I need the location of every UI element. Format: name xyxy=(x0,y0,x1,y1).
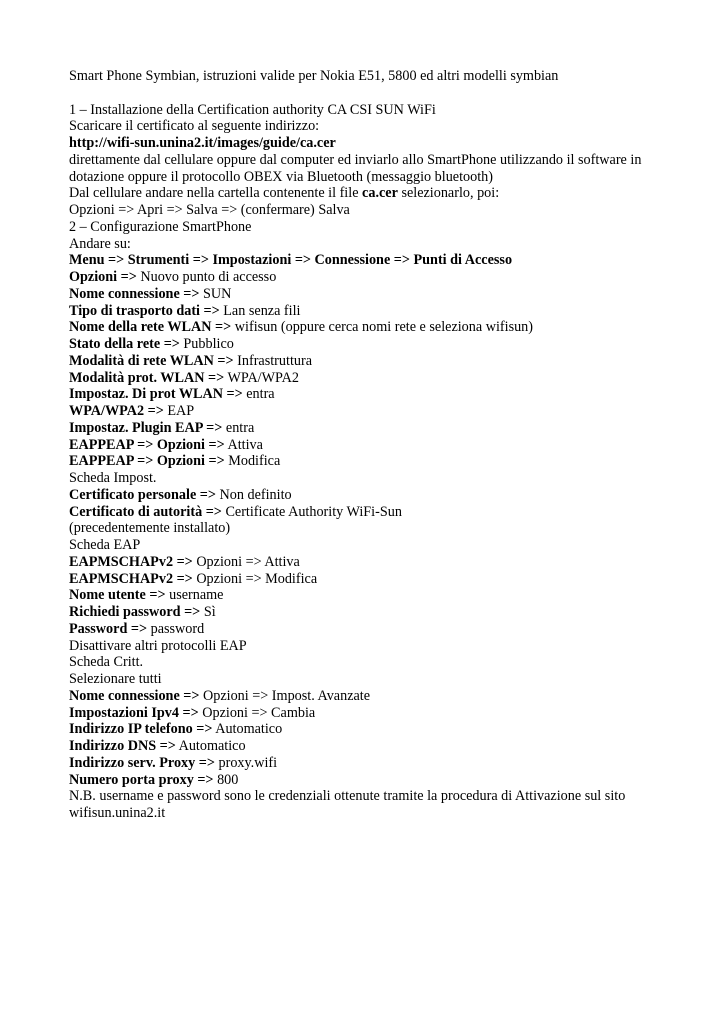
step-line xyxy=(69,336,669,353)
step-key: EAPPEAP => Opzioni => xyxy=(69,453,225,470)
transfer-instructions: direttamente dal cellulare oppure dal computer ed inviarlo allo SmartPhone utilizzando il software in dotazione oppure il protocollo OBEX via Bluetooth (messaggio bluetooth) xyxy=(69,151,642,185)
step-line xyxy=(69,370,669,387)
step-key: Impostaz. Plugin EAP => xyxy=(69,419,223,436)
step-value: wifisun (oppure cerca nomi rete e seleziona wifisun) xyxy=(231,319,533,336)
step-key: Tipo di trasporto dati => xyxy=(69,302,220,319)
go-to-label: Andare su: xyxy=(69,235,131,252)
step-line xyxy=(69,755,669,772)
step-key: EAPMSCHAPv2 => xyxy=(69,553,193,570)
tab-eap-label: Scheda EAP xyxy=(69,537,141,553)
step-value: password xyxy=(147,620,205,637)
options-path: Opzioni => Apri => Salva => (confermare) Salva xyxy=(69,202,350,218)
document-title: Smart Phone Symbian, istruzioni valide per Nokia E51, 5800 ed altri modelli symbian xyxy=(69,68,559,84)
step-key: WPA/WPA2 => xyxy=(69,403,164,419)
steps-group-b xyxy=(69,487,669,521)
step-key: Stato della rete => xyxy=(69,336,180,352)
certificate-url xyxy=(69,135,669,152)
step-key: Modalità di rete WLAN => xyxy=(69,352,234,369)
step-value: Certificate Authority WiFi-Sun xyxy=(221,503,402,520)
step-key: Indirizzo DNS => xyxy=(69,738,176,754)
step-key: Impostazioni Ipv4 => xyxy=(69,704,199,721)
step-line xyxy=(69,386,669,403)
step-key: Indirizzo IP telefono => xyxy=(69,721,213,738)
step-key: Richiedi password => xyxy=(69,604,201,620)
step-line xyxy=(69,571,669,588)
step-line xyxy=(69,504,669,521)
step-value: Automatico xyxy=(212,721,283,738)
step-value: Sì xyxy=(200,604,216,620)
step-value: WPA/WPA2 xyxy=(224,369,299,386)
step-key: Nome connessione => xyxy=(69,687,200,704)
step-value: entra xyxy=(242,386,275,403)
step-line xyxy=(69,587,669,604)
folder-pre: Dal cellulare andare nella cartella contenente il file xyxy=(69,185,363,202)
step-value: Nuovo punto di accesso xyxy=(136,269,277,285)
step-value: Opzioni => Modifica xyxy=(192,570,318,587)
section1-heading: 1 – Installazione della Certification authority CA CSI SUN WiFi xyxy=(69,101,436,118)
step-key: Nome della rete WLAN => xyxy=(69,319,232,336)
menu-path-text: Menu => Strumenti => Impostazioni => Connessione => Punti di Accesso xyxy=(69,252,513,269)
folder-instructions xyxy=(69,185,669,202)
step-value: Opzioni => Cambia xyxy=(198,704,316,721)
step-line xyxy=(69,738,669,755)
step-key: Impostaz. Di prot WLAN => xyxy=(69,386,243,403)
step-value: Lan senza fili xyxy=(219,302,301,319)
step-value: SUN xyxy=(199,285,232,302)
step-value: Non definito xyxy=(215,486,292,503)
step-value: entra xyxy=(222,419,255,436)
step-line xyxy=(69,286,669,303)
step-line xyxy=(69,688,669,705)
step-value: 800 xyxy=(213,771,239,788)
step-key: Modalità prot. WLAN => xyxy=(69,369,225,386)
step-line xyxy=(69,604,669,621)
previously-installed-note: (precedentemente installato) xyxy=(69,520,231,537)
step-key: Opzioni => xyxy=(69,269,137,285)
step-value: EAP xyxy=(163,403,195,419)
final-note: N.B. username e password sono le credenziali ottenute tramite la procedura di Attivazione sul sito wifisun.unina2.it xyxy=(69,788,626,821)
certificate-url-text: http://wifi-sun.unina2.it/images/guide/ca.cer xyxy=(69,135,336,151)
disable-eap-note: Disattivare altri protocolli EAP xyxy=(69,637,247,654)
step-key: EAPPEAP => Opzioni => xyxy=(69,436,225,453)
steps-group-a xyxy=(69,269,669,470)
step-line xyxy=(69,319,669,336)
download-intro: Scaricare il certificato al seguente indirizzo: xyxy=(69,118,320,135)
step-line xyxy=(69,453,669,470)
step-value: username xyxy=(165,587,224,604)
step-line xyxy=(69,772,669,789)
step-key: Nome connessione => xyxy=(69,285,200,302)
step-value: Attiva xyxy=(224,436,263,453)
step-line xyxy=(69,705,669,722)
step-value: Modifica xyxy=(224,453,281,470)
step-key: Nome utente => xyxy=(69,587,166,604)
step-key: Password => xyxy=(69,620,148,637)
step-key: EAPMSCHAPv2 => xyxy=(69,570,193,587)
step-line xyxy=(69,403,669,420)
section2-heading: 2 – Configurazione SmartPhone xyxy=(69,218,252,235)
tab-critt-label: Scheda Critt. xyxy=(69,654,144,671)
steps-group-d xyxy=(69,688,669,789)
step-value: Infrastruttura xyxy=(233,352,313,369)
step-key: Certificato di autorità => xyxy=(69,503,222,520)
step-value: proxy.wifi xyxy=(214,754,278,771)
step-line xyxy=(69,353,669,370)
step-line xyxy=(69,621,669,638)
step-line xyxy=(69,437,669,454)
step-value: Automatico xyxy=(175,738,246,754)
step-value: Pubblico xyxy=(179,336,234,352)
step-line xyxy=(69,269,669,286)
folder-file: ca.cer xyxy=(362,185,398,202)
step-key: Numero porta proxy => xyxy=(69,771,214,788)
menu-path xyxy=(69,252,669,269)
step-line xyxy=(69,303,669,320)
folder-post: selezionarlo, poi: xyxy=(397,185,500,202)
step-line xyxy=(69,420,669,437)
step-value: Opzioni => Impost. Avanzate xyxy=(199,687,371,704)
step-line xyxy=(69,554,669,571)
document-page xyxy=(69,68,669,822)
step-line xyxy=(69,487,669,504)
spacer xyxy=(69,85,669,102)
step-key: Indirizzo serv. Proxy => xyxy=(69,754,215,771)
select-all-note: Selezionare tutti xyxy=(69,671,162,687)
step-value: Opzioni => Attiva xyxy=(192,553,300,570)
step-line xyxy=(69,721,669,738)
steps-group-c xyxy=(69,554,669,638)
step-key: Certificato personale => xyxy=(69,486,216,503)
tab-impost-label: Scheda Impost. xyxy=(69,470,157,486)
